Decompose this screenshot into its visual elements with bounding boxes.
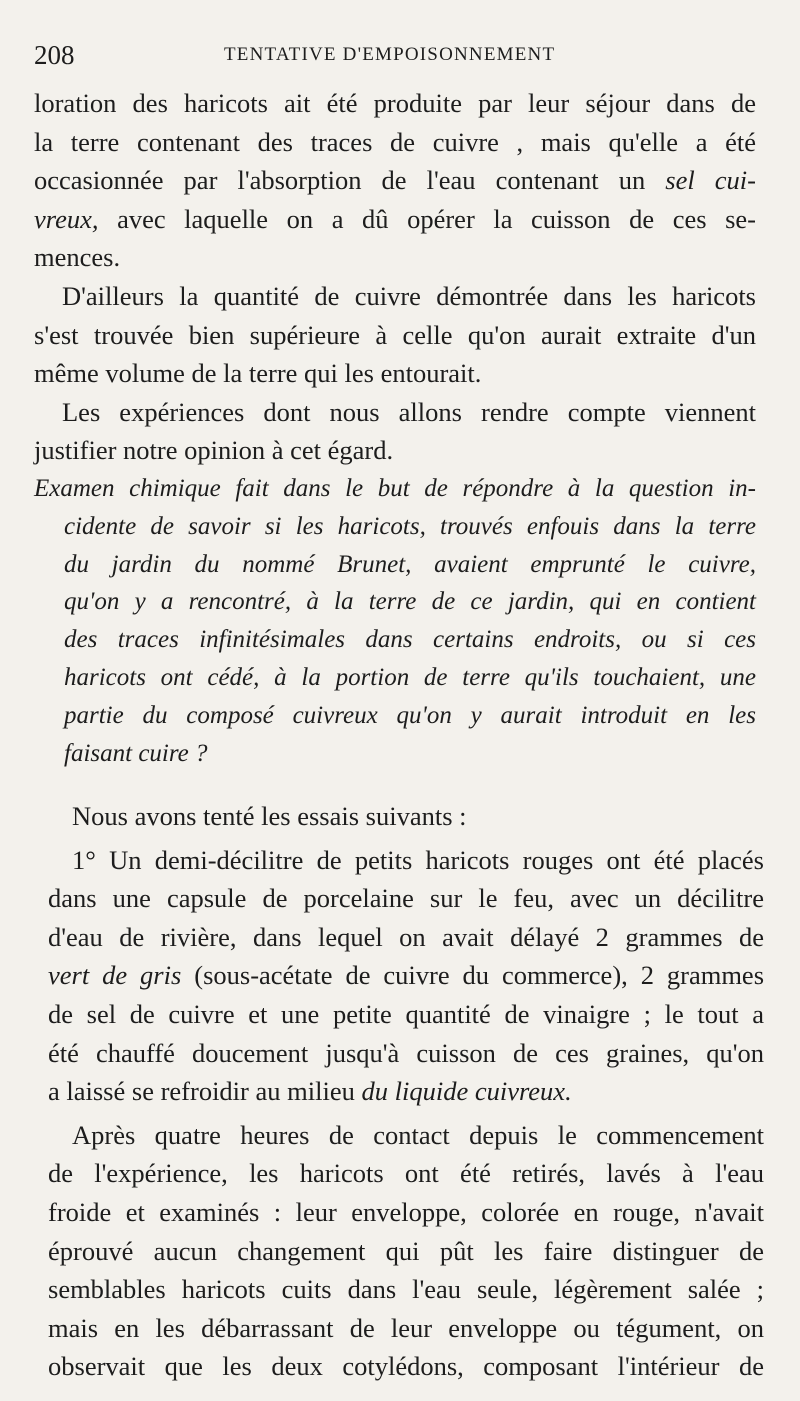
text-line: semblables haricots cuits dans l'eau seule, légèrement salée ;: [48, 1274, 764, 1305]
page-header: [34, 40, 754, 76]
text-line: la terre contenant des traces de cuivre , mais qu'elle a été: [34, 126, 756, 157]
text-line: Après quatre heures de contact depuis le commencement: [72, 1119, 764, 1150]
heading-line: des traces infinitésimales dans certains endroits, ou si ces: [64, 626, 756, 654]
text-line: mais en les débarrassant de leur enveloppe ou tégument, on: [48, 1312, 764, 1343]
heading-line: du jardin du nommé Brunet, avaient emprunté le cuivre,: [64, 550, 756, 578]
text-line: [34, 200, 756, 239]
text-line: loration des haricots ait été produite par leur séjour dans de: [34, 88, 756, 118]
text-line: mences.: [34, 242, 121, 273]
page-number: 208: [34, 40, 75, 70]
text-line: Nous avons tenté les essais suivants :: [72, 801, 467, 831]
text-segment: occasionnée par l'absorption de l'eau contenant un: [34, 165, 666, 196]
italic-term: vert de gris: [48, 960, 182, 991]
body-text-bottom: [48, 797, 764, 1386]
italic-term: du liquide cuivreux.: [361, 1076, 572, 1107]
section-heading: [34, 470, 756, 772]
italic-term: sel cui-: [665, 165, 756, 196]
text-line: s'est trouvée bien supérieure à celle qu'on aurait extraite d'un: [34, 319, 756, 350]
heading-line: Examen chimique fait dans le but de répondre à la question in-: [34, 475, 756, 502]
text-line: de l'expérience, les haricots ont été retirés, lavés à l'eau: [48, 1158, 764, 1189]
italic-term: vreux,: [34, 203, 99, 234]
heading-line: haricots ont cédé, à la portion de terre qu'ils touchaient, une: [64, 663, 756, 691]
running-head: TENTATIVE D'EMPOISONNEMENT: [224, 44, 556, 65]
text-line: été chauffé doucement jusqu'à cuisson de ces graines, qu'on: [48, 1037, 764, 1068]
text-segment: (sous-acétate de cuivre du commerce), 2 grammes: [181, 960, 765, 991]
text-line: d'eau de rivière, dans lequel on avait délayé 2 grammes de: [48, 921, 764, 952]
heading-line: faisant cuire ?: [64, 739, 208, 767]
text-line: D'ailleurs la quantité de cuivre démontrée dans les haricots: [62, 280, 756, 311]
text-line: 1° Un demi-décilitre de petits haricots rouges ont été placés: [72, 844, 764, 875]
heading-line: cidente de savoir si les haricots, trouvés enfouis dans la terre: [64, 512, 756, 540]
heading-line: qu'on y a rencontré, à la terre de ce jardin, qui en contient: [64, 588, 756, 616]
text-line: de sel de cuivre et une petite quantité de vinaigre ; le tout a: [48, 998, 764, 1029]
text-segment: avec laquelle on a dû opérer la cuisson de ces se-: [98, 203, 756, 234]
heading-line: partie du composé cuivreux qu'on y aurait introduit en les: [64, 701, 756, 729]
text-line: [48, 956, 764, 995]
text-line: [48, 1072, 764, 1111]
text-line: Les expériences dont nous allons rendre compte viennent: [62, 396, 756, 427]
text-line: observait que les deux cotylédons, composant l'intérieur de: [48, 1351, 764, 1382]
text-line: dans une capsule de porcelaine sur le feu, avec un décilitre: [48, 883, 764, 914]
text-line: même volume de la terre qui les entourait.: [34, 358, 482, 389]
text-line: éprouvé aucun changement qui pût les faire distinguer de: [48, 1235, 764, 1266]
text-line: froide et examinés : leur enveloppe, colorée en rouge, n'avait: [48, 1196, 764, 1227]
text-segment: a laissé se refroidir au milieu: [48, 1076, 362, 1107]
body-text-top: [34, 84, 756, 470]
text-line: [34, 161, 756, 200]
text-line: justifier notre opinion à cet égard.: [34, 435, 394, 466]
